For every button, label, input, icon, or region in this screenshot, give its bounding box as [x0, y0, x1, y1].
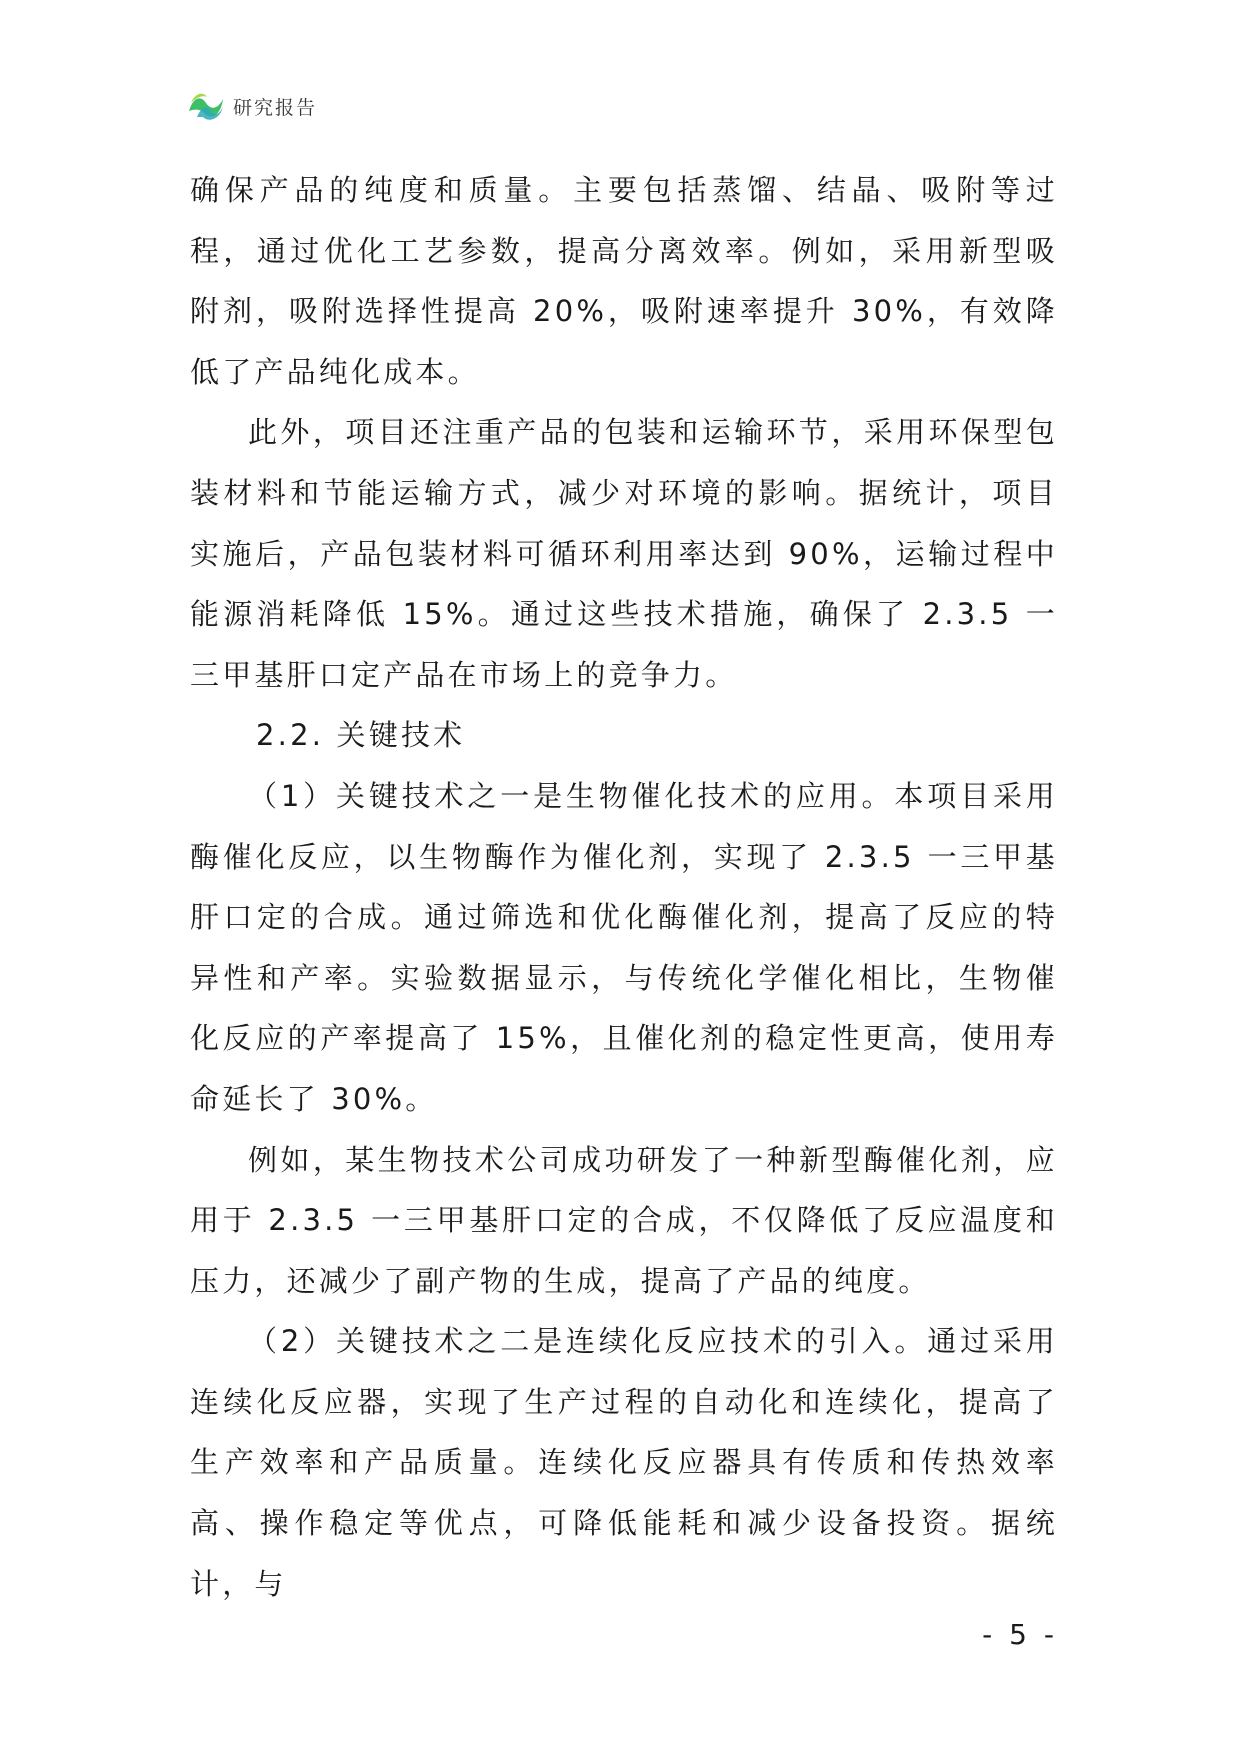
header-title: 研究报告: [233, 96, 318, 119]
document-body: [190, 160, 1058, 1614]
logo-icon: [187, 89, 225, 123]
paragraph-biocatalysis: （1）关键技术之一是生物催化技术的应用。本项目采用酶催化反应，以生物酶作为催化剂，实现了 2.3.5 一三甲基肝口定的合成。通过筛选和优化酶催化剂，提高了反应的特异性和产率。实验数据显示，与传统化学催化相比，生物催化反应的产率提高了 15%，且催化剂的稳定性更高，使用寿命延长了 30%。: [190, 778, 1058, 1116]
page-number: - 5 -: [982, 1618, 1058, 1651]
paragraph-continuous-reaction: （2）关键技术之二是连续化反应技术的引入。通过采用连续化反应器，实现了生产过程的自动化和连续化，提高了生产效率和产品质量。连续化反应器具有传质和传热效率高、操作稳定等优点，可降低能耗和减少设备投资。据统计，与: [190, 1324, 1058, 1601]
paragraph-purification: 确保产品的纯度和质量。主要包括蒸馏、结晶、吸附等过程，通过优化工艺参数，提高分离效率。例如，采用新型吸附剂，吸附选择性提高 20%，吸附速率提升 30%，有效降低了产品纯化成本。: [190, 173, 1058, 389]
paragraph-packaging: 此外，项目还注重产品的包装和运输环节，采用环保型包装材料和节能运输方式，减少对环境的影响。据统计，项目实施后，产品包装材料可循环利用率达到 90%，运输过程中能源消耗降低 15%。通过这些技术措施，确保了 2.3.5 一三甲基肝口定产品在市场上的竞争力。: [190, 415, 1058, 692]
paragraph-example: 例如，某生物技术公司成功研发了一种新型酶催化剂，应用于 2.3.5 一三甲基肝口定的合成，不仅降低了反应温度和压力，还减少了副产物的生成，提高了产品的纯度。: [190, 1142, 1058, 1298]
page-header: [187, 86, 317, 126]
section-heading: 2.2. 关键技术: [256, 718, 466, 753]
